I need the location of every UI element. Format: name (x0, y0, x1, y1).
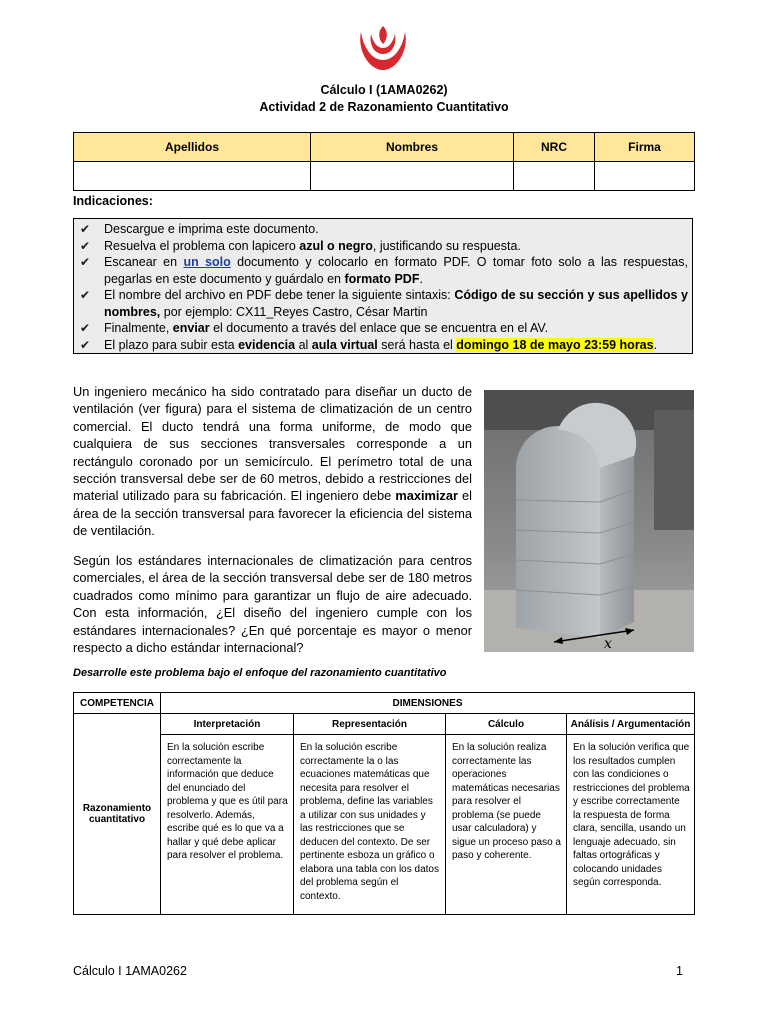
ventilation-duct-photo (484, 390, 694, 652)
dimension-header: Interpretación (161, 714, 294, 735)
checkmark-icon: ✔ (80, 255, 91, 269)
checkmark-icon: ✔ (80, 337, 91, 352)
col-apellidos: Apellidos (74, 133, 311, 162)
course-title: Cálculo I (1AMA0262) (320, 83, 448, 97)
instruction-item: ✔ Resuelva el problema con lapicero azul o negro, justificando su respuesta. (80, 238, 521, 253)
dimension-header: Cálculo (446, 714, 567, 735)
instructions-box (73, 218, 693, 354)
un-solo-link[interactable]: un solo (183, 255, 231, 269)
develop-title: Desarrolle este problema bajo el enfoque del razonamiento cuantitativo (73, 667, 447, 679)
footer-course: Cálculo I 1AMA0262 (73, 964, 187, 978)
figure-label-x: x (604, 636, 612, 652)
firma-field[interactable] (595, 162, 695, 191)
col-nrc: NRC (514, 133, 595, 162)
problem-paragraph-2: Según los estándares internacionales de climatización para centros comerciales, el área de la sección transversal debe ser de 180 metros cuadrados como mínimo para garantizar un flujo de aire adecuado. Con esta información, ¿El diseño del ingeniero cumple con los estándares internacionales? ¿En qué porcentaje es mayor o menor respecto a dicho estándar internacional? (73, 553, 472, 656)
checkmark-icon: ✔ (80, 238, 91, 253)
activity-title: Actividad 2 de Razonamiento Cuantitativo (259, 100, 509, 114)
instructions-label: Indicaciones: (73, 194, 153, 208)
competencia-name: Razonamiento cuantitativo (74, 714, 161, 915)
dimension-header: Representación (294, 714, 446, 735)
dimension-description: En la solución realiza correctamente las operaciones matemáticas necesarias para resolver el problema (se puede usar calculadora) y sigue un proceso paso a paso y coherente. (446, 735, 567, 915)
rubric-table (73, 692, 695, 915)
problem-paragraph-1: Un ingeniero mecánico ha sido contratado para diseñar un ducto de ventilación (ver figura) para el sistema de climatización de un centro comercial. El ducto tendrá una forma uniforme, de modo que cualquiera de sus secciones transversales corresponde a un rectángulo coronado por un semicírculo. El perímetro total de una sección transversal debe ser de 60 metros, debido a restricciones del material utilizado para su fabricación. El ingeniero debe maximizar el área de la sección transversal para favorecer la eficiencia del sistema de ventilación. (73, 384, 472, 539)
col-nombres: Nombres (311, 133, 514, 162)
dimension-header: Análisis / Argumentación (567, 714, 695, 735)
col-firma: Firma (595, 133, 695, 162)
checkmark-icon: ✔ (80, 321, 91, 335)
dimensiones-header: DIMENSIONES (161, 693, 695, 714)
apellidos-field[interactable] (74, 162, 311, 191)
dimension-description: En la solución escribe correctamente la o las ecuaciones matemáticas que necesita para resolver el problema, define las variables a utilizar con sus unidades y las restricciones que se deducen del contexto. De ser pertinente esboza un gráfico o elabora una tabla con los datos del problema según el contexto. (294, 735, 446, 915)
nrc-field[interactable] (514, 162, 595, 191)
checkmark-icon: ✔ (80, 222, 91, 236)
deadline-highlight: domingo 18 de mayo 23:59 horas (456, 337, 654, 352)
dimension-description: En la solución escribe correctamente la información que deduce del enunciado del problema y que es útil para resolverlo. Además, escribe qué es lo que va a hallar y qué debe aplicar para resolver el problema. (161, 735, 294, 915)
student-id-table (73, 132, 695, 191)
nombres-field[interactable] (311, 162, 514, 191)
dimension-description: En la solución verifica que los resultados cumplen con las condiciones o restricciones del problema y escribe correctamente la respuesta de forma clara, sencilla, usando un lenguaje adecuado, sin faltas ortográficas y colocando unidades según corresponda. (567, 735, 695, 915)
instruction-item: ✔ El plazo para subir esta evidencia al aula virtual será hasta el domingo 18 de mayo 23:59 horas. (80, 337, 658, 352)
instruction-item: ✔ Escanear en un solo documento y colocarlo en formato PDF. O tomar foto solo a las respuestas, pegarlas en este documento y guárdalo en formato PDF. (80, 255, 688, 286)
competencia-header: COMPETENCIA (74, 693, 161, 714)
university-logo (355, 24, 411, 74)
instruction-item: ✔ Descargue e imprima este documento. (80, 222, 319, 236)
checkmark-icon: ✔ (80, 288, 91, 302)
instruction-item: ✔ Finalmente, enviar el documento a través del enlace que se encuentra en el AV. (80, 321, 549, 335)
page-number: 1 (676, 964, 683, 978)
instruction-item: ✔ El nombre del archivo en PDF debe tener la siguiente sintaxis: Código de su sección y sus apellidos y nombres, por ejemplo: CX11_Reyes Castro, César Martin (80, 288, 688, 319)
